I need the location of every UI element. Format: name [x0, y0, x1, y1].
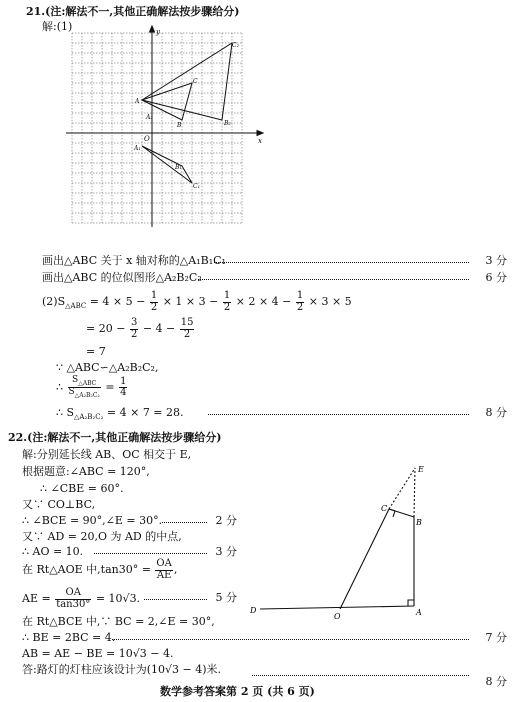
q22-streetlight-figure — [248, 462, 438, 622]
dotted-leader — [144, 599, 207, 600]
y-axis-label: y — [156, 28, 160, 36]
dotted-leader — [252, 675, 469, 676]
q22-line7: ∴ AO = 10. 3 分 — [22, 545, 237, 558]
q21-part2-area-expression: $(2)S_{\triangle ABC} = 4 \times 5$ − $\frac{1}{2}$ × 1 × 3 − $\frac{1}{2}$ × 2 × 4 − $\frac{1}{2}$ × 3 × 5 — [42, 290, 352, 313]
label-c: C — [193, 78, 198, 85]
fraction-half: $\frac{1}{2}$ — [296, 290, 304, 313]
fraction-oa-over-ae: $\frac{OA}{AE}$ — [156, 558, 172, 581]
q22-line2: 根据题意:∠ABC = 120°, — [22, 465, 150, 478]
fraction-half: $\frac{1}{2}$ — [150, 290, 158, 313]
segment-da — [260, 606, 414, 609]
q21-part2-line2: = 20 − $\frac{3}{2}$ − 4 − $\frac{15}{2}$ — [86, 317, 194, 340]
label-b2: B₂ — [224, 120, 231, 127]
q22-line5: ∴ ∠BCE = 90°,∠E = 30°. 2 分 — [22, 514, 237, 527]
q22-header: 22.(注:解法不一,其他正确解法按步骤给分) — [8, 431, 222, 444]
axes — [66, 26, 263, 227]
q21-step2: 画出△ABC 的位似图形△A₂B₂C₂ 6 分 — [42, 271, 507, 284]
q22-line3: ∴ ∠CBE = 60°. — [40, 482, 124, 495]
fraction-half: $\frac{1}{2}$ — [223, 290, 231, 313]
q21-part2-line5: ∴ $S_{\triangle ABC}$ $S_{\triangle A_2B_2C_2}$ = $\frac{1}{4}$ — [56, 375, 127, 399]
x-axis-label: x — [258, 137, 262, 145]
label-a2: A₂ — [146, 114, 153, 121]
triangle-a1b1c1 — [142, 146, 192, 183]
dotted-leader — [214, 262, 469, 263]
grid-lines — [72, 33, 242, 223]
dotted-leader — [198, 279, 469, 280]
point-label-a: A — [416, 608, 422, 617]
q21-part2-line4: ∵ △ABC∽△A₂B₂C₂, — [56, 361, 159, 374]
q22-line6: 又∵ AD = 20,O 为 AD 的中点, — [22, 530, 182, 543]
right-angle-a — [408, 600, 414, 606]
q22-line1: 解:分别延长线 AB、OC 相交于 E, — [22, 448, 192, 461]
point-label-c: C — [381, 504, 388, 513]
q22-line13: 答:路灯的灯柱应该设计为(10√3 − 4)米. 8 分 — [22, 663, 507, 688]
q21-step1: 画出△ABC 关于 x 轴对称的△A₁B₁C₁ 3 分 — [42, 254, 507, 267]
origin-label: O — [144, 135, 150, 143]
q22-line12: AB = AE − BE = 10√3 − 4. — [22, 647, 174, 660]
fraction-fifteen-halves: $\frac{15}{2}$ — [180, 317, 194, 340]
fraction-oa-over-tan30: $\frac{OA}{\tan 30^\circ}$ — [56, 587, 91, 610]
q21-coordinate-grid-figure — [60, 25, 270, 230]
q22-line9: AE = $\frac{OA}{\tan 30^\circ}$ = 10√3. 5 分 — [22, 587, 237, 610]
triangle-a2b2c2 — [142, 43, 232, 120]
q22-line11: ∴ BE = 2BC = 4. 7 分 — [22, 631, 507, 644]
dotted-leader — [112, 639, 469, 640]
q22-line4: 又∵ CO⊥BC, — [22, 498, 96, 511]
point-label-e: E — [418, 465, 424, 474]
q21-part2-line6: ∴ $S_{\triangle A_2B_2C_2} = 4 \times 7 = 28$. 8 分 — [56, 406, 507, 422]
segment-be-dashed — [414, 468, 415, 517]
dotted-leader — [162, 522, 207, 523]
page-footer: 数学参考答案第 2 页 (共 6 页) — [160, 685, 315, 698]
q21-solution-label: 解:(1) — [42, 20, 73, 33]
dotted-leader — [94, 553, 207, 554]
segment-ce-dashed — [389, 468, 415, 509]
label-a: A — [135, 98, 140, 105]
fraction-three-halves: $\frac{3}{2}$ — [130, 317, 138, 340]
q22-line10: 在 Rt△BCE 中,∵ BC = 2,∠E = 30°, — [22, 615, 215, 628]
point-label-o: O — [334, 612, 341, 621]
q21-header: 21.(注:解法不一,其他正确解法按步骤给分) — [26, 5, 240, 18]
label-b1: B₁ — [175, 164, 182, 171]
label-c1: C₁ — [193, 183, 200, 190]
label-b: B — [177, 122, 182, 129]
fraction-quarter: $\frac{1}{4}$ — [120, 375, 127, 399]
segment-oc — [340, 509, 389, 609]
fraction-area-ratio: $S_{\triangle ABC}$ $S_{\triangle A_2B_2C_2}$ — [68, 375, 100, 399]
q21-part2-line3: = 7 — [86, 345, 106, 358]
point-label-d: D — [250, 606, 257, 615]
q22-line8: 在 Rt△AOE 中,tan30° = $\frac{OA}{AE}$ , — [22, 558, 178, 581]
dotted-leader — [208, 414, 469, 415]
right-angle-c — [389, 509, 395, 517]
label-a1: A₁ — [134, 145, 141, 152]
point-label-b: B — [416, 518, 422, 527]
label-c2: C₂ — [232, 42, 239, 49]
